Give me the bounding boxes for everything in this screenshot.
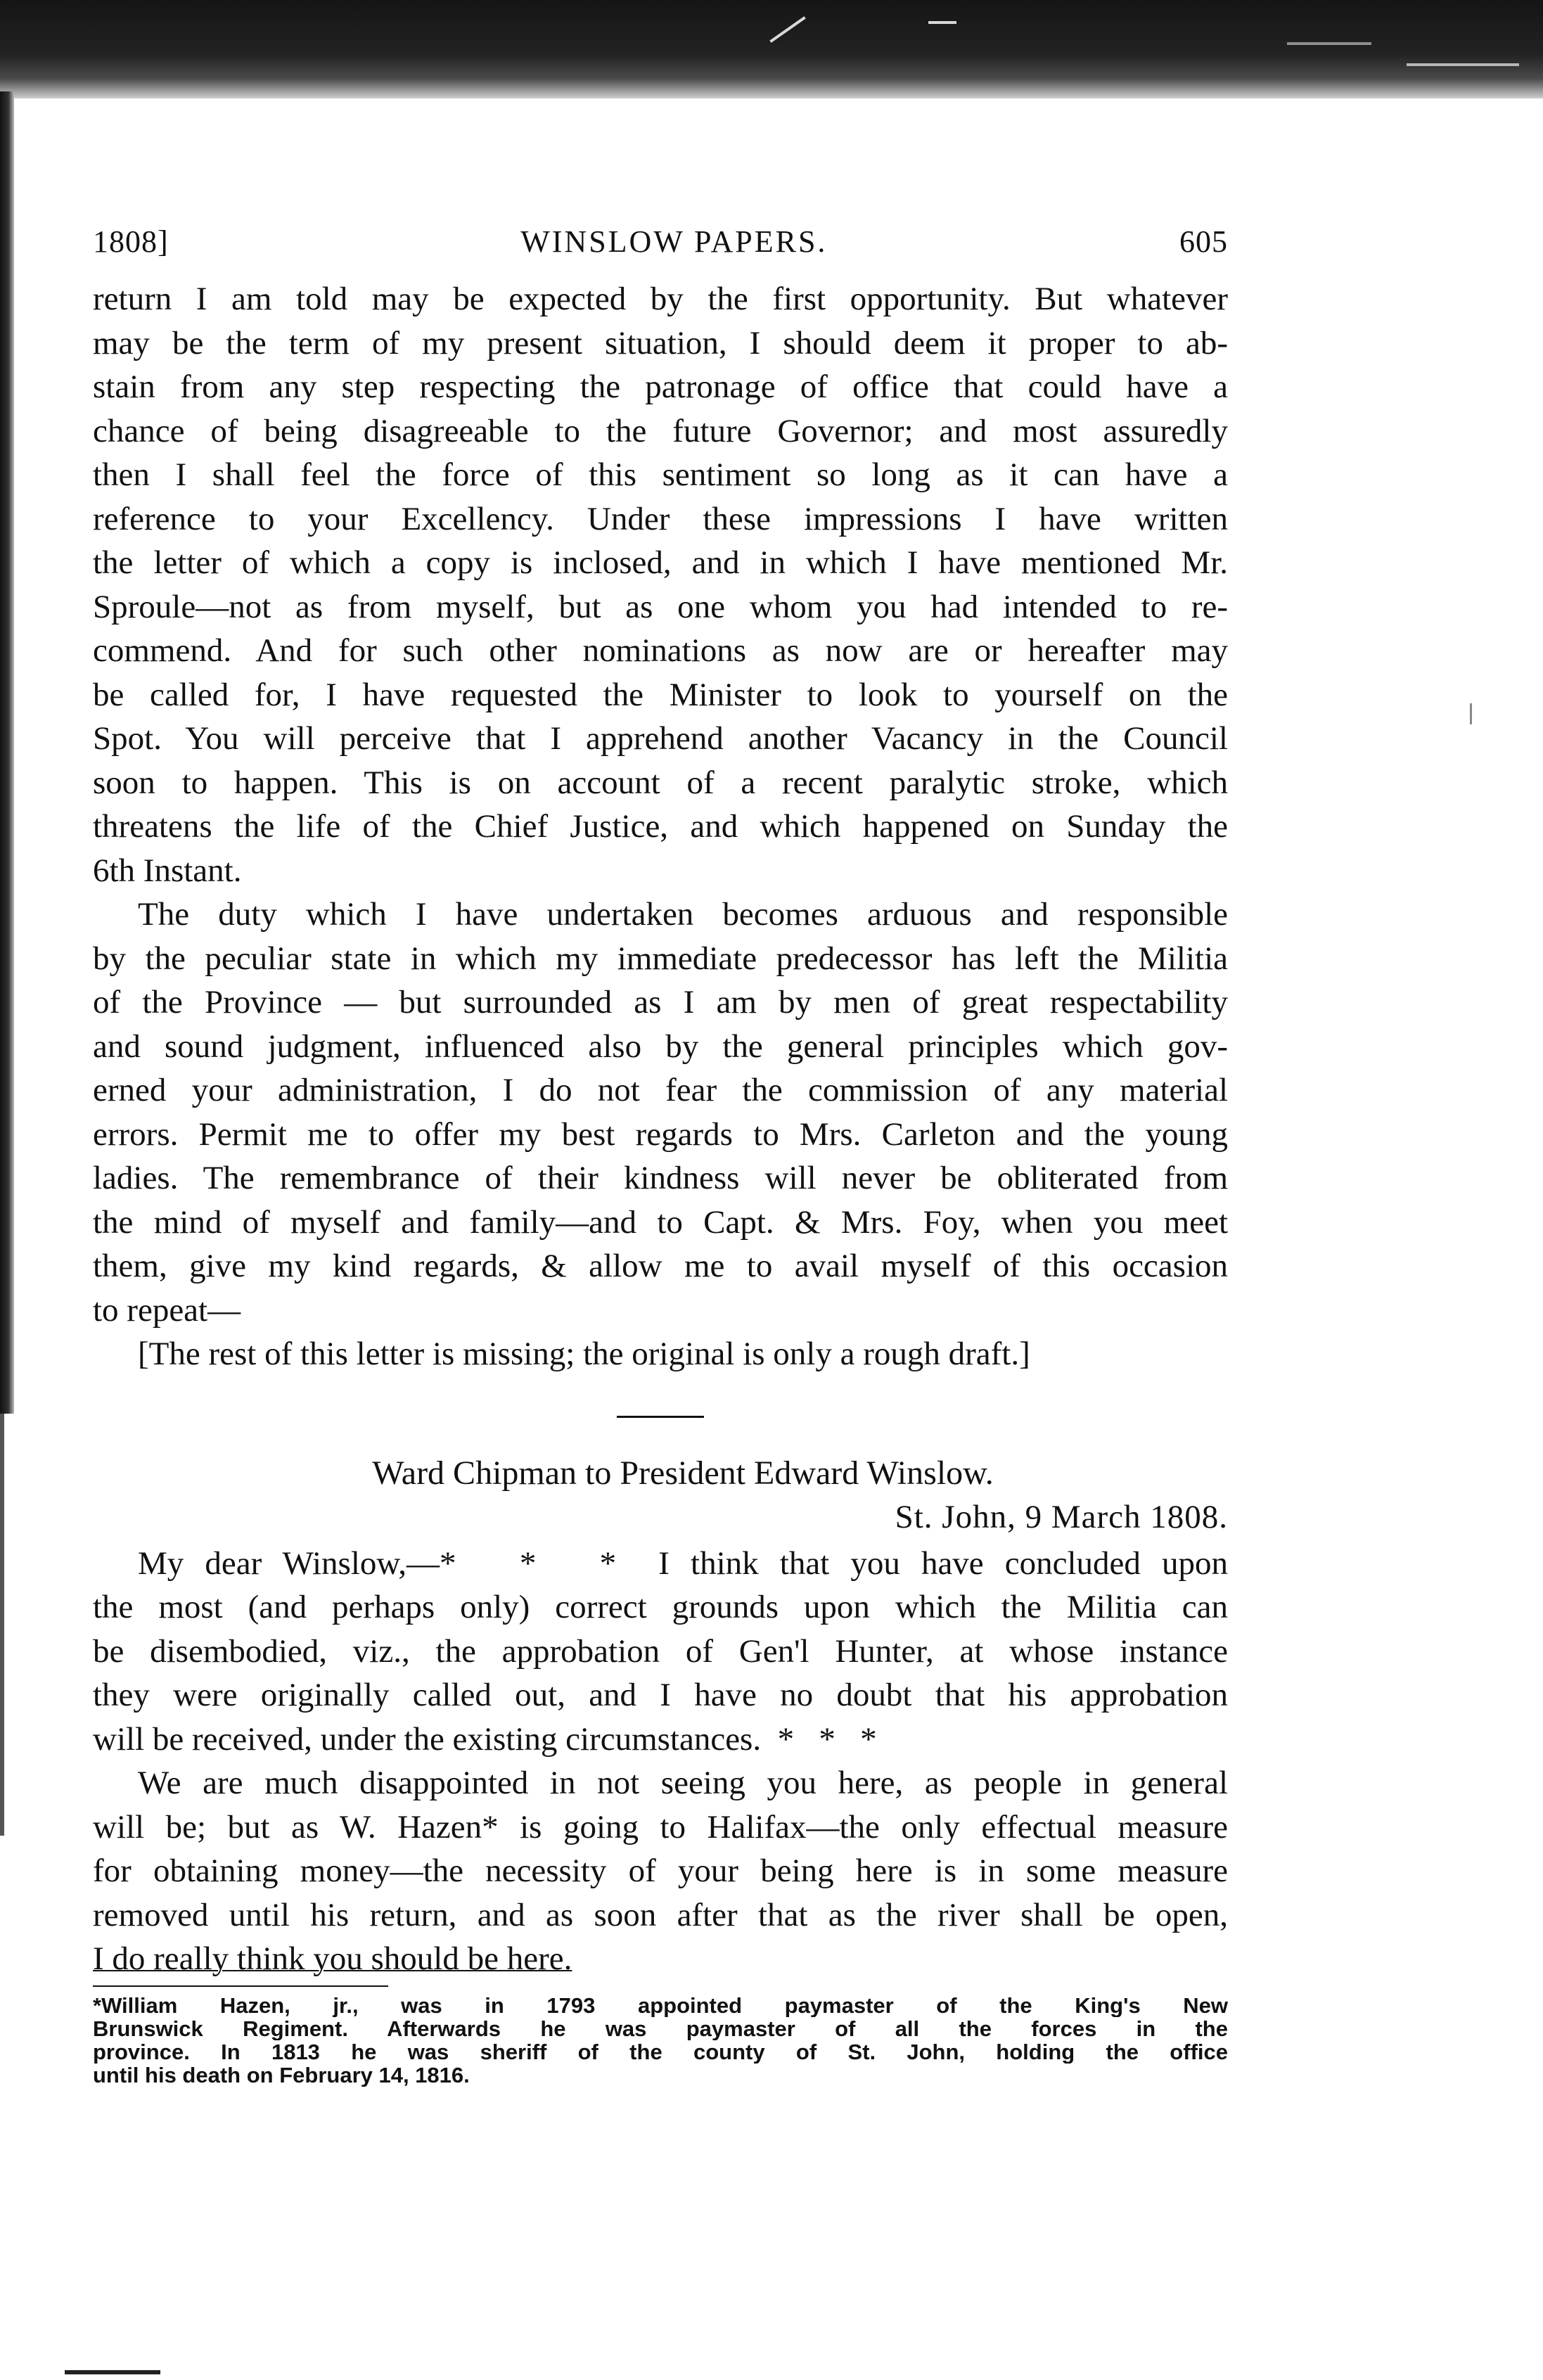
text-line: for obtaining money—the necessity of your being here is in some measure [93, 1853, 1228, 1889]
text-line: soon to happen. This is on account of a recent paralytic stroke, which [93, 764, 1228, 801]
scan-streak [1287, 42, 1371, 45]
text-line: The duty which I have undertaken becomes arduous and responsible [138, 896, 1228, 933]
text-line: [The rest of this letter is missing; the original is only a rough draft.] [138, 1336, 1030, 1372]
text-line: My dear Winslow,—* * * I think that you have concluded upon [138, 1544, 1228, 1582]
text-line: then I shall feel the force of this sentiment so long as it can have a [93, 456, 1228, 493]
letter2-heading: Ward Chipman to President Edward Winslow. [372, 1454, 994, 1492]
letter2-dateline: St. John, 9 March 1808. [895, 1498, 1228, 1535]
text-line: chance of being disagreeable to the future Governor; and most assuredly [93, 412, 1228, 449]
text-line: they were originally called out, and I have no doubt that his approbation [93, 1677, 1228, 1713]
text-line: Sproule—not as from myself, but as one whom you had intended to re- [93, 588, 1228, 625]
text-line: and sound judgment, influenced also by the general principles which gov- [93, 1028, 1228, 1065]
text-line: be called for, I have requested the Minister to look to yourself on the [93, 676, 1228, 713]
margin-mark [1470, 703, 1472, 724]
text-line: may be the term of my present situation, I should deem it proper to ab- [93, 324, 1228, 362]
scan-border-left-thin [0, 1414, 4, 1836]
text-line: reference to your Excellency. Under these impressions I have written [93, 500, 1228, 537]
letter2-paragraph-1 [93, 1542, 1228, 1762]
scan-border-top [0, 0, 1543, 98]
scan-streak [928, 21, 956, 24]
text-line: the mind of myself and family—and to Capt. & Mrs. Foy, when you meet [93, 1203, 1228, 1241]
letter1-paragraph-2 [93, 892, 1228, 1332]
text-line: threatens the life of the Chief Justice, and which happened on Sunday the [93, 808, 1228, 845]
text-line: the most (and perhaps only) correct grounds upon which the Militia can [93, 1589, 1228, 1625]
footnote [93, 1994, 1228, 2087]
text-line: will be; but as W. Hazen* is going to Halifax—the only effectual measure [93, 1808, 1228, 1845]
text-line: return I am told may be expected by the first opportunity. But whatever [93, 281, 1228, 317]
scan-mark-bottom [65, 2370, 160, 2374]
text-line: will be received, under the existing circumstances. * * * [93, 1720, 877, 1758]
running-head [93, 224, 1228, 277]
text-line: stain from any step respecting the patronage of office that could have a [93, 369, 1228, 405]
running-head-title: WINSLOW PAPERS. [520, 224, 828, 259]
text-line: 6th Instant. [93, 852, 242, 889]
section-divider [617, 1416, 704, 1418]
letter2-paragraph-2 [93, 1761, 1228, 1981]
footnote-line: until his death on February 14, 1816. [93, 2063, 470, 2087]
running-head-year: 1808] [93, 224, 169, 259]
editor-note [93, 1332, 1228, 1376]
text-line: to repeat— [93, 1291, 241, 1329]
text-line: commend. And for such other nominations as now are or hereafter may [93, 632, 1228, 669]
text-line: the letter of which a copy is inclosed, and in which I have mentioned Mr. [93, 544, 1228, 581]
text-line: Spot. You will perceive that I apprehend another Vacancy in the Council [93, 720, 1228, 757]
letter1-paragraph-1 [93, 277, 1228, 892]
text-line: removed until his return, and as soon after that as the river shall be open, [93, 1896, 1228, 1933]
text-line: of the Province — but surrounded as I am by men of great respectability [93, 984, 1228, 1021]
footnote-line: *William Hazen, jr., was in 1793 appointed paymaster of the King's New [93, 1993, 1228, 2017]
page-number: 605 [1179, 224, 1228, 259]
scan-border-left [0, 91, 14, 1414]
text-line: errors. Permit me to offer my best regards to Mrs. Carleton and the young [93, 1115, 1228, 1153]
text-line: ladies. The remembrance of their kindness will never be obliterated from [93, 1160, 1228, 1196]
text-line: by the peculiar state in which my immediate predecessor has left the Militia [93, 940, 1228, 977]
scan-streak [1407, 63, 1519, 66]
text-line: I do really think you should be here. [93, 1940, 572, 1977]
text-line: them, give my kind regards, & allow me to avail myself of this occasion [93, 1248, 1228, 1284]
footnote-rule [93, 1985, 388, 1987]
footnote-line: province. In 1813 he was sheriff of the county of St. John, holding the office [93, 2040, 1228, 2064]
page-text-block [93, 224, 1228, 2087]
text-line: erned your administration, I do not fear the commission of any material [93, 1072, 1228, 1108]
scan-streak [769, 16, 805, 43]
text-line: We are much disappointed in not seeing you here, as people in general [138, 1765, 1228, 1801]
footnote-line: Brunswick Regiment. Afterwards he was paymaster of all the forces in the [93, 2016, 1228, 2040]
text-line: be disembodied, viz., the approbation of Gen'l Hunter, at whose instance [93, 1632, 1228, 1670]
